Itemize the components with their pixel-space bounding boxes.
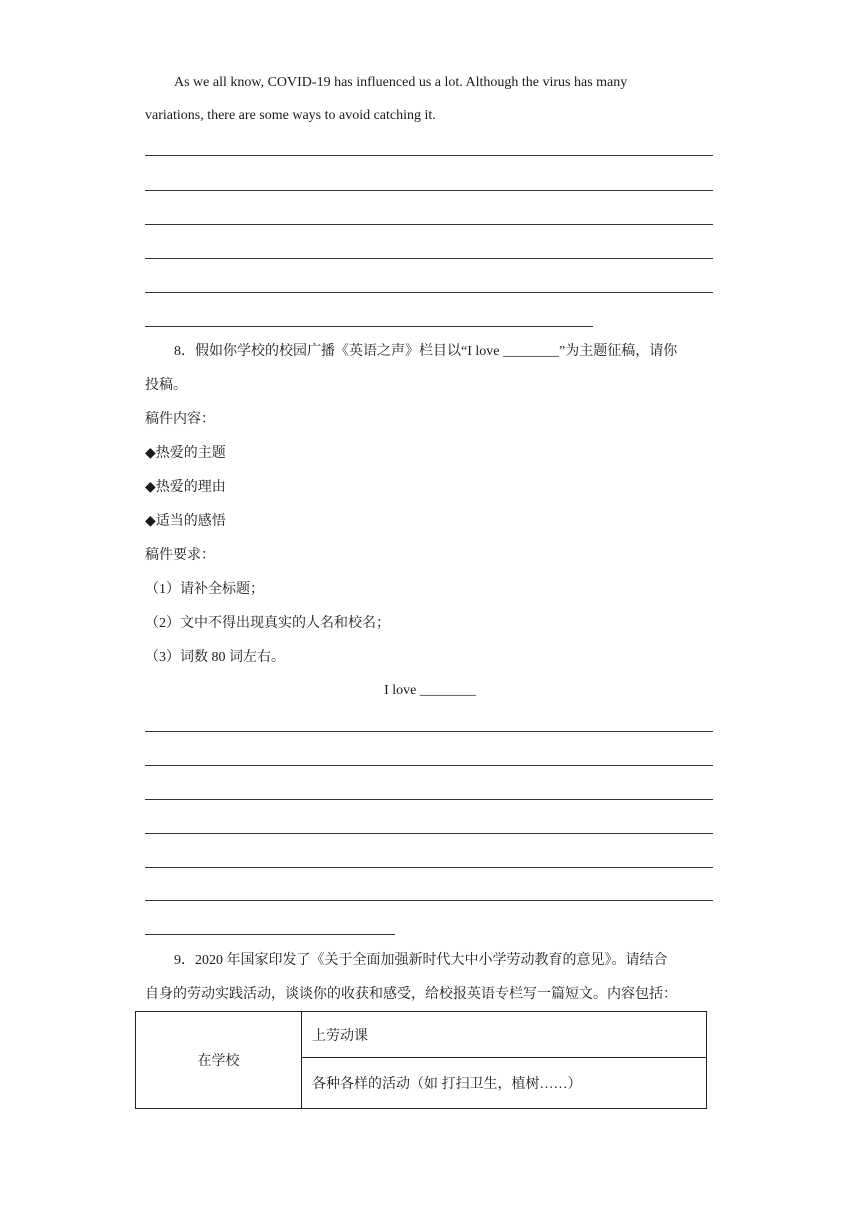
q9-prompt-line2: 自身的劳动实践活动，谈谈你的收获和感受，给校报英语专栏写一篇短文。内容包括： bbox=[145, 987, 677, 1002]
writing-line bbox=[145, 155, 713, 156]
q8-requirements-label: 稿件要求： bbox=[145, 548, 215, 563]
writing-line bbox=[145, 799, 713, 800]
q8-essay-title: I love ________ bbox=[384, 683, 476, 698]
q7-text-line1: As we all know, COVID-19 has influenced us a lot. Although the virus has many bbox=[174, 75, 628, 90]
writing-line bbox=[145, 900, 713, 901]
writing-line bbox=[145, 258, 713, 259]
writing-line bbox=[145, 326, 593, 327]
writing-line bbox=[145, 867, 713, 868]
writing-line bbox=[145, 833, 713, 834]
writing-line bbox=[145, 190, 713, 191]
writing-line bbox=[145, 292, 713, 293]
q9-content-table bbox=[135, 1011, 707, 1109]
q9-prompt-line1: 9．2020 年国家印发了《关于全面加强新时代大中小学劳动教育的意见》。请结合 bbox=[174, 953, 668, 968]
q8-prompt-line2: 投稿。 bbox=[145, 378, 187, 393]
table-row bbox=[136, 1012, 707, 1058]
table-cell: 上劳动课 bbox=[302, 1012, 707, 1058]
table-cell: 各种各样的活动（如 打扫卫生，植树……） bbox=[302, 1058, 707, 1109]
writing-line bbox=[145, 731, 713, 732]
writing-line bbox=[145, 224, 713, 225]
q8-requirement: （1）请补全标题； bbox=[145, 582, 264, 597]
table-cell-at-school: 在学校 bbox=[136, 1012, 302, 1109]
writing-line bbox=[145, 934, 395, 935]
q8-bullet: ◆热爱的理由 bbox=[145, 480, 226, 495]
q7-text-line2: variations, there are some ways to avoid catching it. bbox=[145, 108, 436, 123]
q8-requirement: （3）词数 80 词左右。 bbox=[145, 650, 285, 665]
q8-bullet: ◆热爱的主题 bbox=[145, 446, 226, 461]
q8-content-label: 稿件内容： bbox=[145, 412, 215, 427]
q8-requirement: （2）文中不得出现真实的人名和校名； bbox=[145, 616, 390, 631]
q8-bullet: ◆适当的感悟 bbox=[145, 514, 226, 529]
q8-prompt-line1: 8．假如你学校的校园广播《英语之声》栏目以“I love ________”为主题征稿，请你 bbox=[174, 344, 678, 359]
writing-line bbox=[145, 765, 713, 766]
